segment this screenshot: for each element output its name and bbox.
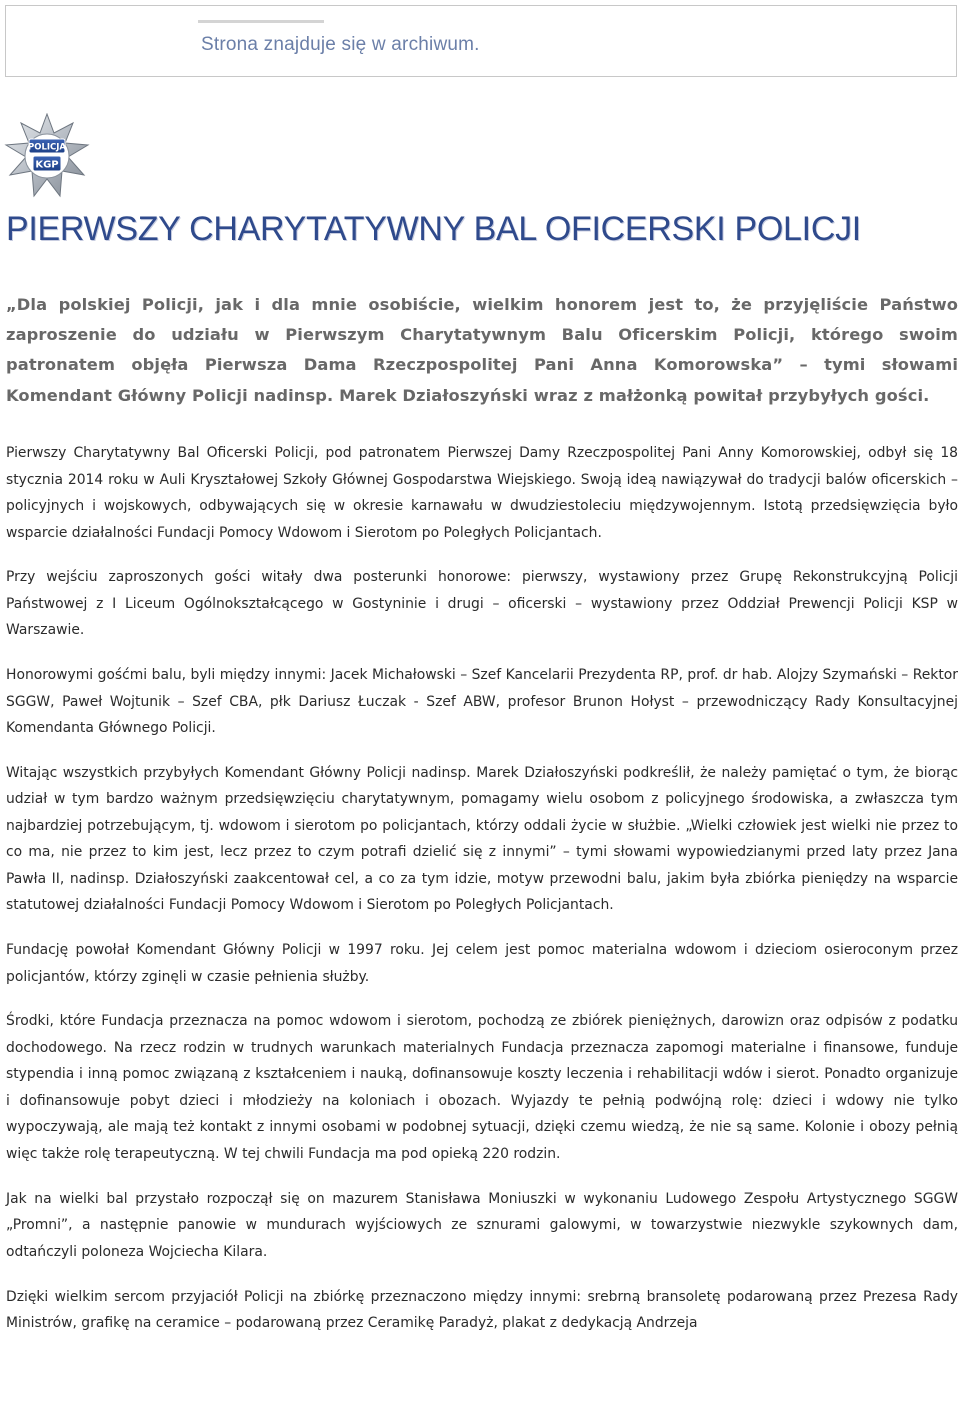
article-paragraph: Pierwszy Charytatywny Bal Oficerski Policji, pod patronatem Pierwszej Damy Rzeczpospolitej Pani Anny Komorowskiej, odbył się 18 stycznia 2014 roku w Auli Kryształowej Szkoły Głównej Gospodarstwa Wiejskiego. Swoją ideą nawiązywał do tradycji balów oficerskich – policyjnych i wojskowych, odbywających się w okresie karnawału w dwudziestoleciu międzywojennym. Istotą przedsięwzięcia było wsparcie działalności Fundacji Pomocy Wdowom i Sierotom po Poległych Policjantach. (6, 445, 958, 541)
police-star-logo[interactable] (4, 113, 90, 199)
archive-notice-divider (198, 20, 324, 23)
article-lead: „Dla polskiej Policji, jak i dla mnie osobiście, wielkim honorem jest to, że przyjęliście Państwo zaproszenie do udziału w Pierwszym Charytatywnym Balu Oficerskim Policji, którego swoim patronatem objęła Pierwsza Dama Rzeczpospolitej Pani Anna Komorowska” – tymi słowami Komendant Główny Policji nadinsp. Marek Działoszyński wraz z małżonką powitał przybyłych gości. (6, 295, 958, 405)
article-paragraph: Honorowymi gośćmi balu, byli między innymi: Jacek Michałowski – Szef Kancelarii Prezydenta RP, prof. dr hab. Alojzy Szymański – Rektor SGGW, Paweł Wojtunik – Szef CBA, płk Dariusz Łuczak - Szef ABW, profesor Brunon Hołyst – przewodniczący Rady Konsultacyjnej Komendanta Głównego Policji. (6, 667, 958, 737)
article-paragraph: Środki, które Fundacja przeznacza na pomoc wdowom i sierotom, pochodzą ze zbiórek pieniężnych, darowizn oraz odpisów z podatku dochodowego. Na rzecz rodzin w trudnych warunkach materialnych Fundacja przeznacza zapomogi materialne i finansowe, funduje stypendia i inną pomoc związaną z kształceniem i nauką, dofinansowuje koszty leczenia i rehabilitacji wdów i sierot. Ponadto organizuje i dofinansowuje pobyt dzieci i młodzieży na koloniach i obozach. Wyjazdy te pełnią podwójną rolę: dzieci i wdowy nie tylko wypoczywają, ale mają też kontakt z innymi osobami w podobnej sytuacji, dzięki czemu wiedzą, że nie są same. Kolonie i obozy pełnią więc także rolę terapeutyczną. W tej chwili Fundacja ma pod opieką 220 rodzin. (6, 1013, 958, 1162)
article-paragraph: Przy wejściu zaproszonych gości witały dwa posterunki honorowe: pierwszy, wystawiony przez Grupę Rekonstrukcyjną Policji Państwowej z I Liceum Ogólnokształcącego w Gostyninie i drugi – oficerski – wystawiony przez Oddział Prewencji Policji KSP w Warszawie. (6, 569, 958, 639)
article-paragraph: Witając wszystkich przybyłych Komendant Główny Policji nadinsp. Marek Działoszyński podkreślił, że należy pamiętać o tym, że biorąc udział w tym bardzo ważnym przedsięwzięciu charytatywnym, pomagamy wielu osobom z policyjnego środowiska, a zwłaszcza tym najbardziej potrzebującym, tj. wdowom i sierotom po policjantach, którzy oddali życie w służbie. „Wielki człowiek jest wielki nie przez to co ma, nie przez to kim jest, lecz przez to czym potrafi dzielić się z innymi” – tymi słowami wypowiedzianymi przed laty przez Jana Pawła II, nadinsp. Działoszyński zaakcentował cel, a co za tym idzie, motyw przewodni balu, jakim była zbiórka pieniędzy na wsparcie statutowej działalności Fundacji Pomocy Wdowom i Sierotom po Poległych Policjantach. (6, 764, 958, 914)
logo-top-text: POLICJA (27, 142, 67, 153)
article-body (6, 440, 958, 1355)
article-paragraph: Fundację powołał Komendant Główny Policji w 1997 roku. Jej celem jest pomoc materialna wdowom i dzieciom osieroconym przez policjantów, którzy zginęli w czasie pełnienia służby. (6, 942, 958, 985)
article-paragraph: Dzięki wielkim sercom przyjaciół Policji na zbiórkę przeznaczono między innymi: srebrną bransoletę podarowaną przez Prezesa Rady Ministrów, grafikę na ceramice – podarowaną przez Ceramikę Paradyż, plakat z dedykacją Andrzeja (6, 1288, 958, 1332)
article-paragraph: Jak na wielki bal przystało rozpoczął się on mazurem Stanisława Moniuszki w wykonaniu Ludowego Zespołu Artystycznego SGGW „Promni”, a następnie panowie w mundurach wyjściowych ze sznurami galowymi, w towarzystwie niezwykle szykownych dam, odtańczyli poloneza Wojciecha Kilara. (6, 1190, 958, 1260)
archive-notice-box (5, 5, 957, 77)
article-title: PIERWSZY CHARYTATYWNY BAL OFICERSKI POLICJI (6, 210, 861, 248)
logo-bottom-text: KGP (35, 159, 59, 171)
archive-notice-text: Strona znajduje się w archiwum. (201, 34, 480, 55)
